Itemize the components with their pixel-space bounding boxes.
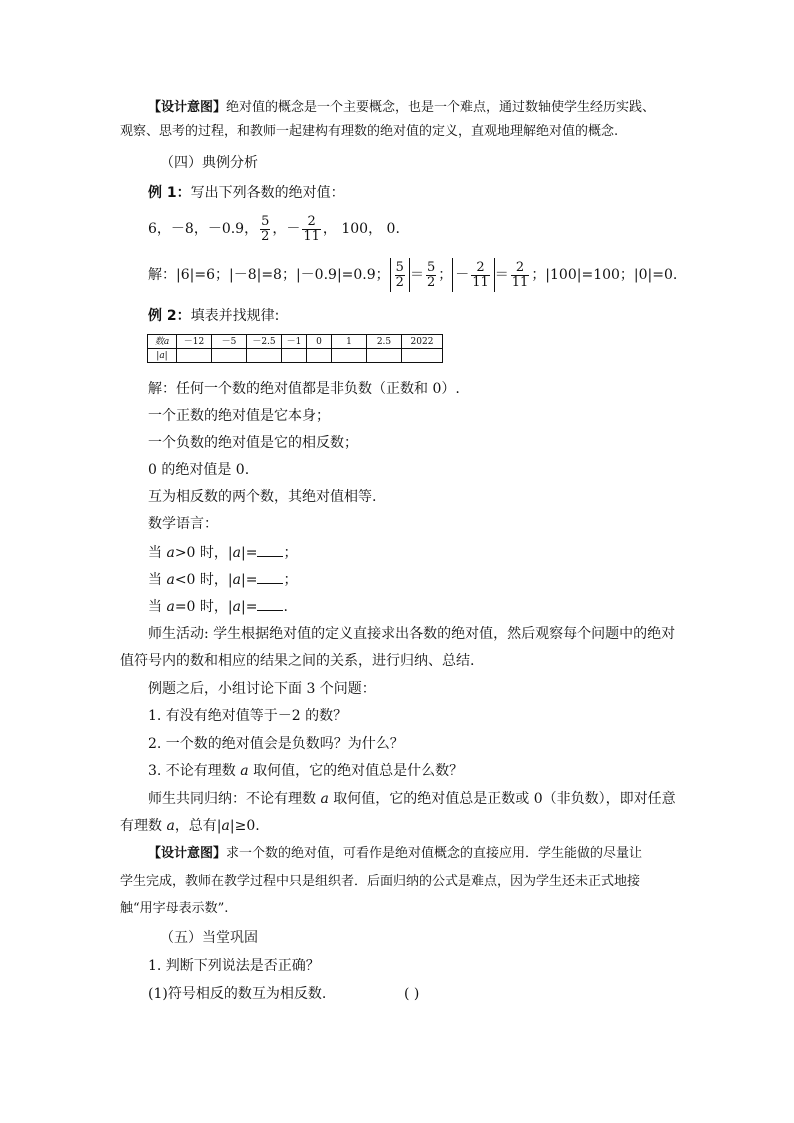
- summary-line-2: [120, 816, 260, 836]
- case-line: [148, 542, 297, 563]
- table-cell: 0: [307, 335, 332, 349]
- design-intent-tag: 【设计意图】: [148, 846, 227, 861]
- equals: ＝: [409, 267, 424, 283]
- case-line: [148, 569, 297, 590]
- absolute-value-bars: [452, 258, 495, 292]
- practice-statement: (1)符号相反的数互为相反数.: [148, 986, 327, 1002]
- variable: a: [166, 599, 175, 615]
- activity-line-1: 师生活动: 学生根据绝对值的定义直接求出各数的绝对值，然后观察每个问题中的绝对: [148, 626, 676, 642]
- design-intent-2-line-3: 触“用字母表示数”.: [120, 901, 229, 916]
- variable: a: [166, 818, 175, 834]
- design-intent-2-line-2: 学生完成，教师在教学过程中只是组织者．后面归纳的公式是难点，因为学生还未正式地接: [120, 874, 641, 889]
- variable: a: [221, 818, 230, 834]
- design-intent-tag: 【设计意图】: [148, 100, 227, 115]
- example-1-heading: [148, 183, 345, 203]
- design-intent-line-2: 观察、思考的过程，和教师一起建构有理数的绝对值的定义，直观地理解绝对值的概念.: [120, 124, 619, 139]
- fraction-denominator: 2: [261, 228, 270, 244]
- table-cell: 2.5: [367, 335, 402, 349]
- fill-table: [147, 334, 443, 363]
- fraction-denominator: 11: [303, 228, 320, 244]
- table-cell: [212, 349, 247, 363]
- answer-blank[interactable]: [257, 596, 283, 611]
- fraction-denominator: 2: [426, 274, 436, 290]
- answer-blank[interactable]: [257, 569, 283, 584]
- text: |≥0.: [229, 818, 260, 834]
- variable: a: [232, 545, 241, 561]
- text: 3. 不论有理数: [148, 763, 241, 779]
- separator: ，－: [272, 221, 301, 237]
- absolute-value-bars: [390, 258, 410, 292]
- text: <0 时，|: [174, 572, 233, 588]
- table-cell: 1: [332, 335, 367, 349]
- design-intent-text: 绝对值的概念是一个主要概念，也是一个难点，通过数轴使学生经历实践、: [226, 100, 656, 115]
- design-intent-line-1: [148, 98, 655, 118]
- fraction-2-11: [302, 215, 321, 244]
- solution-part: 解：|6|=6；|－8|=8；|－0.9|=0.9；: [148, 267, 390, 283]
- table-row: [148, 349, 443, 363]
- discussion-intro: 例题之后，小组讨论下面 3 个问题：: [148, 681, 376, 697]
- text: |=: [240, 599, 258, 615]
- text: 有理数: [120, 818, 167, 834]
- text: >0 时，|: [174, 545, 233, 561]
- text: 取何值，它的绝对值总是正数或 0（非负数），即对任意: [328, 791, 676, 807]
- text: |=: [240, 545, 258, 561]
- rule-line: 0 的绝对值是 0.: [148, 462, 250, 478]
- example-2-heading: [148, 306, 279, 326]
- table-cell: [332, 349, 367, 363]
- case-line: [148, 596, 288, 617]
- fraction-denominator: 2: [395, 274, 404, 290]
- text: .: [283, 599, 288, 615]
- text: |=: [240, 572, 258, 588]
- table-cell: －12: [177, 335, 212, 349]
- fraction-5-2: [426, 261, 436, 290]
- fraction-5-2: [395, 261, 405, 290]
- numbers-part: ， 100， 0.: [322, 221, 400, 237]
- text: ；: [283, 572, 298, 588]
- text: 当: [148, 599, 167, 615]
- variable: a: [232, 599, 241, 615]
- discussion-question: 2. 一个数的绝对值会是负数吗？为什么？: [148, 736, 404, 752]
- example-label: 例 2：: [148, 308, 191, 324]
- table-cell: 2022: [402, 335, 443, 349]
- rule-line: 一个正数的绝对值是它本身；: [148, 408, 330, 424]
- table-cell: [402, 349, 443, 363]
- solution-part: ；|100|=100；|0|=0.: [531, 267, 678, 283]
- text: ；: [283, 545, 298, 561]
- table-row: [148, 335, 443, 349]
- table-cell: －1: [282, 335, 307, 349]
- fraction-numerator: 2: [511, 261, 530, 276]
- fraction-numerator: 5: [395, 259, 404, 275]
- separator: ；: [438, 267, 453, 283]
- example-1-numbers: [148, 212, 400, 246]
- variable: a: [240, 763, 249, 779]
- example-1-solution: [148, 258, 677, 292]
- equals: ＝: [494, 267, 509, 283]
- fraction-2-11: [471, 261, 490, 290]
- design-intent-text: 求一个数的绝对值，可看作是绝对值概念的直接应用．学生能做的尽量让: [226, 846, 643, 861]
- text: 取何值，它的绝对值总是什么数？: [248, 763, 464, 779]
- minus-sign: －: [455, 267, 470, 283]
- answer-parentheses[interactable]: ( ): [404, 986, 420, 1002]
- table-cell: [177, 349, 212, 363]
- example-prompt: 填表并找规律:: [190, 308, 280, 324]
- discussion-question: [148, 761, 463, 781]
- math-language-label: 数学语言：: [148, 516, 218, 532]
- answer-blank[interactable]: [257, 542, 283, 557]
- table-cell: [247, 349, 282, 363]
- fraction-numerator: 5: [426, 259, 436, 275]
- example-label: 例 1：: [148, 185, 191, 201]
- section-title: （四）典例分析: [160, 155, 258, 171]
- variable: a: [166, 572, 175, 588]
- rule-line: 互为相反数的两个数，其绝对值相等.: [148, 489, 377, 505]
- table-cell: [367, 349, 402, 363]
- summary-line-1: [148, 789, 676, 809]
- fraction-numerator: 2: [471, 261, 490, 276]
- numbers-part: 6，－8，－0.9，: [148, 221, 259, 237]
- text: ，总有|: [174, 818, 222, 834]
- text: 当: [148, 545, 167, 561]
- variable: a: [166, 545, 175, 561]
- table-cell: －2.5: [247, 335, 282, 349]
- text: 当: [148, 572, 167, 588]
- practice-question: 1. 判断下列说法是否正确？: [148, 958, 320, 974]
- text: =0 时，|: [174, 599, 233, 615]
- rule-line: 一个负数的绝对值是它的相反数；: [148, 435, 358, 451]
- table-cell: －5: [212, 335, 247, 349]
- fraction-numerator: 2: [302, 215, 321, 230]
- fraction-denominator: 11: [472, 274, 489, 290]
- fraction-5-2: [260, 215, 270, 244]
- activity-line-2: 值符号内的数和相应的结果之间的关系，进行归纳、总结.: [120, 653, 475, 669]
- table-cell: [282, 349, 307, 363]
- text: 师生共同归纳：不论有理数: [148, 791, 321, 807]
- section-title: （五）当堂巩固: [160, 930, 258, 946]
- fraction-2-11: [511, 261, 530, 290]
- table-cell: [307, 349, 332, 363]
- discussion-question: 1. 有没有绝对值等于－2 的数？: [148, 708, 348, 724]
- variable: a: [320, 791, 329, 807]
- table-cell: 数a: [148, 335, 177, 349]
- example-2-answer: 解：任何一个数的绝对值都是非负数（正数和 0）.: [148, 381, 460, 397]
- example-prompt: 写出下列各数的绝对值：: [190, 185, 345, 201]
- practice-item: [148, 984, 326, 1004]
- design-intent-2-line-1: [148, 844, 642, 864]
- fraction-numerator: 5: [261, 213, 270, 229]
- fraction-denominator: 11: [511, 274, 529, 290]
- table-cell: |a|: [148, 349, 177, 363]
- variable: a: [232, 572, 241, 588]
